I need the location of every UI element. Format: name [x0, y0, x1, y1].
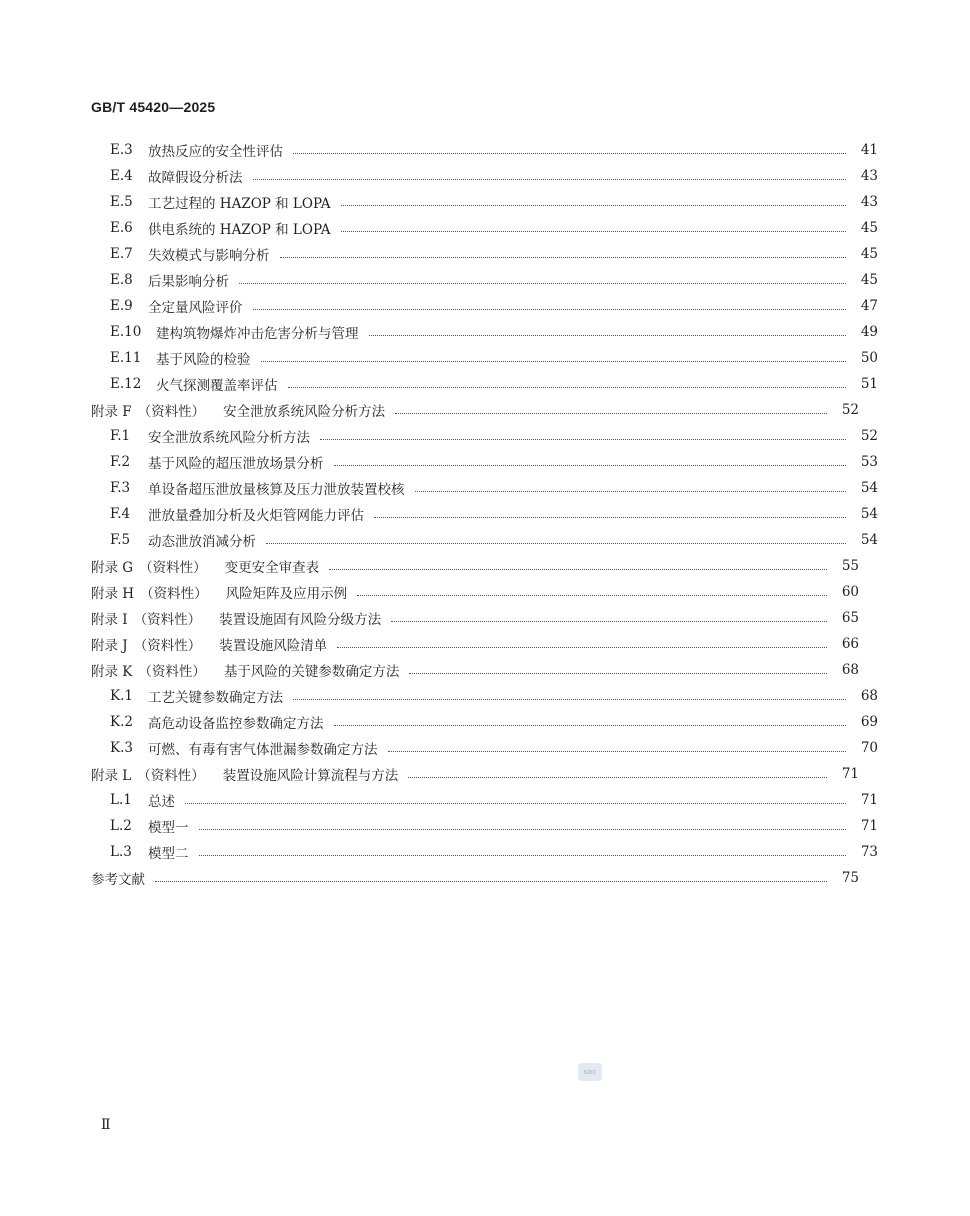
toc-entry-title: 基于风险的检验	[156, 352, 251, 368]
toc-entry-number: L.1	[110, 792, 132, 808]
toc-entry-title: 建构筑物爆炸冲击危害分析与管理	[156, 326, 359, 342]
toc-entry-title: 工艺过程的 HAZOP 和 LOPA	[148, 196, 331, 212]
toc-entry[interactable]	[0, 241, 970, 267]
toc-entry-page: 50	[860, 350, 878, 366]
toc-dot-leader	[293, 153, 846, 154]
toc-entry[interactable]	[0, 553, 951, 579]
toc-entry[interactable]	[0, 657, 951, 683]
toc-dot-leader	[334, 465, 847, 466]
toc-entry-page: 45	[860, 246, 878, 262]
toc-entry-number: 附录 J	[91, 638, 128, 654]
toc-dot-leader	[199, 829, 847, 830]
toc-dot-leader	[185, 803, 846, 804]
toc-entry[interactable]	[0, 215, 970, 241]
toc-entry-page: 65	[841, 610, 859, 626]
toc-entry-number: E.7	[110, 246, 133, 262]
toc-entry-page: 73	[860, 844, 878, 860]
sac-watermark-logo: sac	[578, 1063, 602, 1081]
toc-entry[interactable]	[0, 137, 970, 163]
toc-entry-page: 70	[860, 740, 878, 756]
toc-entry[interactable]	[0, 293, 970, 319]
toc-entry-title: 单设备超压泄放量核算及压力泄放装置校核	[148, 482, 405, 498]
toc-entry-page: 53	[860, 454, 878, 470]
toc-entry-title: 动态泄放消减分析	[148, 534, 256, 550]
toc-entry[interactable]	[0, 579, 951, 605]
toc-entry-number: K.2	[110, 714, 133, 730]
toc-entry-title: 工艺关键参数确定方法	[148, 690, 283, 706]
page-number: Ⅱ	[101, 1117, 111, 1133]
toc-entry[interactable]	[0, 709, 970, 735]
toc-entry[interactable]	[0, 683, 970, 709]
toc-entry-title: 模型一	[148, 820, 189, 836]
toc-entry[interactable]	[0, 735, 970, 761]
toc-entry-page: 69	[860, 714, 878, 730]
toc-entry-tag: （资料性）	[138, 664, 206, 680]
toc-entry-number: 附录 I	[91, 612, 128, 628]
toc-dot-leader	[341, 205, 846, 206]
toc-dot-leader	[409, 673, 827, 674]
toc-entry-page: 54	[860, 506, 878, 522]
toc-entry[interactable]	[0, 423, 970, 449]
toc-entry-title: 火气探测覆盖率评估	[156, 378, 278, 394]
toc-entry-number: E.4	[110, 168, 133, 184]
toc-entry-number: K.1	[110, 688, 133, 704]
toc-dot-leader	[320, 439, 846, 440]
toc-entry-number: F.3	[110, 480, 131, 496]
toc-entry-number: 附录 K	[91, 664, 133, 680]
toc-entry-title: 风险矩阵及应用示例	[225, 586, 348, 602]
toc-entry-number: E.3	[110, 142, 133, 158]
toc-entry-page: 68	[860, 688, 878, 704]
toc-entry-title: 装置设施固有风险分级方法	[219, 612, 382, 628]
toc-entry-page: 45	[860, 220, 878, 236]
toc-dot-leader	[288, 387, 847, 388]
toc-entry[interactable]	[0, 189, 970, 215]
toc-entry-tag: （资料性）	[140, 586, 208, 602]
toc-dot-leader	[369, 335, 847, 336]
toc-dot-leader	[261, 361, 847, 362]
toc-entry-title: 故障假设分析法	[148, 170, 243, 186]
toc-entry-title: 供电系统的 HAZOP 和 LOPA	[148, 222, 331, 238]
toc-entry-number: F.1	[110, 428, 131, 444]
toc-entry-number: L.3	[110, 844, 132, 860]
toc-entry-number: 附录 L	[91, 768, 132, 784]
toc-dot-leader	[357, 595, 827, 596]
toc-dot-leader	[239, 283, 846, 284]
toc-entry-title: 放热反应的安全性评估	[148, 144, 283, 160]
toc-entry-page: 52	[860, 428, 878, 444]
toc-entry-number: 附录 F	[91, 404, 132, 420]
toc-entry-title: 总述	[148, 794, 175, 810]
toc-dot-leader	[408, 777, 827, 778]
toc-entry[interactable]	[0, 839, 970, 865]
toc-entry-number: E.10	[110, 324, 142, 340]
toc-entry-title: 安全泄放系统风险分析方法	[148, 430, 310, 446]
toc-entry-tag: （资料性）	[137, 768, 205, 784]
toc-entry-title: 安全泄放系统风险分析方法	[223, 404, 386, 420]
toc-entry[interactable]	[0, 319, 970, 345]
toc-entry-title: 参考文献	[91, 872, 145, 888]
toc-entry-number: K.3	[110, 740, 133, 756]
toc-entry-page: 71	[860, 792, 878, 808]
toc-dot-leader	[253, 309, 847, 310]
toc-entry[interactable]	[0, 397, 951, 423]
toc-dot-leader	[415, 491, 847, 492]
toc-entry[interactable]	[0, 267, 970, 293]
toc-entry-page: 54	[860, 480, 878, 496]
toc-entry[interactable]	[0, 371, 970, 397]
toc-entry-title: 全定量风险评价	[148, 300, 243, 316]
toc-entry-title: 装置设施风险计算流程与方法	[222, 768, 399, 784]
toc-dot-leader	[374, 517, 846, 518]
toc-dot-leader	[391, 621, 827, 622]
toc-dot-leader	[253, 179, 847, 180]
toc-entry-number: F.2	[110, 454, 131, 470]
toc-entry[interactable]	[0, 163, 970, 189]
toc-dot-leader	[329, 569, 827, 570]
toc-entry-title: 泄放量叠加分析及火炬管网能力评估	[148, 508, 364, 524]
toc-entry-number: E.9	[110, 298, 133, 314]
toc-entry-page: 60	[841, 584, 859, 600]
toc-entry-page: 55	[841, 558, 859, 574]
toc-entry-title: 装置设施风险清单	[219, 638, 328, 654]
toc-dot-leader	[388, 751, 847, 752]
toc-entry[interactable]	[0, 787, 970, 813]
toc-entry-page: 66	[841, 636, 859, 652]
toc-entry[interactable]	[0, 865, 951, 891]
toc-entry-number: E.11	[110, 350, 142, 366]
toc-entry[interactable]	[0, 631, 951, 657]
toc-entry-title: 后果影响分析	[148, 274, 229, 290]
toc-entry-page: 43	[860, 168, 878, 184]
toc-entry-tag: （资料性）	[133, 612, 202, 628]
toc-entry[interactable]	[0, 527, 970, 553]
toc-entry-title: 失效模式与影响分析	[148, 248, 270, 264]
toc-entry-page: 71	[860, 818, 878, 834]
toc-entry-title: 高危动设备监控参数确定方法	[148, 716, 324, 732]
toc-entry-page: 71	[841, 766, 859, 782]
toc-entry-number: E.12	[110, 376, 142, 392]
toc-dot-leader	[395, 413, 827, 414]
toc-entry-tag: （资料性）	[137, 404, 206, 420]
toc-dot-leader	[155, 881, 827, 882]
toc-entry-number: F.4	[110, 506, 131, 522]
toc-entry-title: 基于风险的关键参数确定方法	[223, 664, 400, 680]
toc-entry-number: E.8	[110, 272, 133, 288]
toc-dot-leader	[341, 231, 846, 232]
toc-entry-page: 68	[841, 662, 859, 678]
toc-entry-page: 41	[860, 142, 878, 158]
toc-entry-page: 51	[860, 376, 878, 392]
toc-entry[interactable]	[0, 813, 970, 839]
toc-entry-number: L.2	[110, 818, 132, 834]
toc-entry-page: 75	[841, 870, 859, 886]
toc-entry-title: 模型二	[148, 846, 189, 862]
toc-entry-page: 54	[860, 532, 878, 548]
toc-dot-leader	[293, 699, 846, 700]
toc-entry[interactable]	[0, 761, 951, 787]
toc-dot-leader	[337, 647, 827, 648]
toc-entry-page: 49	[860, 324, 878, 340]
toc-entry-tag: （资料性）	[133, 638, 202, 654]
toc-entry[interactable]	[0, 475, 970, 501]
toc-entry-title: 基于风险的超压泄放场景分析	[148, 456, 324, 472]
toc-entry-title: 变更安全审查表	[224, 560, 320, 576]
toc-entry-page: 47	[860, 298, 878, 314]
toc-entry-page: 52	[841, 402, 859, 418]
toc-entry-page: 45	[860, 272, 878, 288]
toc-dot-leader	[280, 257, 847, 258]
toc-entry[interactable]	[0, 449, 970, 475]
toc-dot-leader	[199, 855, 847, 856]
toc-entry-number: E.5	[110, 194, 133, 210]
toc-entry[interactable]	[0, 501, 970, 527]
toc-entry-page: 43	[860, 194, 878, 210]
toc-entry-number: F.5	[110, 532, 131, 548]
toc-entry-number: 附录 H	[91, 586, 135, 602]
toc-entry-tag: （资料性）	[139, 560, 207, 576]
toc-dot-leader	[334, 725, 847, 726]
toc-entry-number: E.6	[110, 220, 133, 236]
toc-entry[interactable]	[0, 605, 951, 631]
toc-entry-title: 可燃、有毒有害气体泄漏参数确定方法	[148, 742, 378, 758]
toc-dot-leader	[266, 543, 846, 544]
toc-entry[interactable]	[0, 345, 970, 371]
toc-entry-number: 附录 G	[91, 560, 134, 576]
document-code: GB/T 45420—2025	[91, 99, 216, 115]
